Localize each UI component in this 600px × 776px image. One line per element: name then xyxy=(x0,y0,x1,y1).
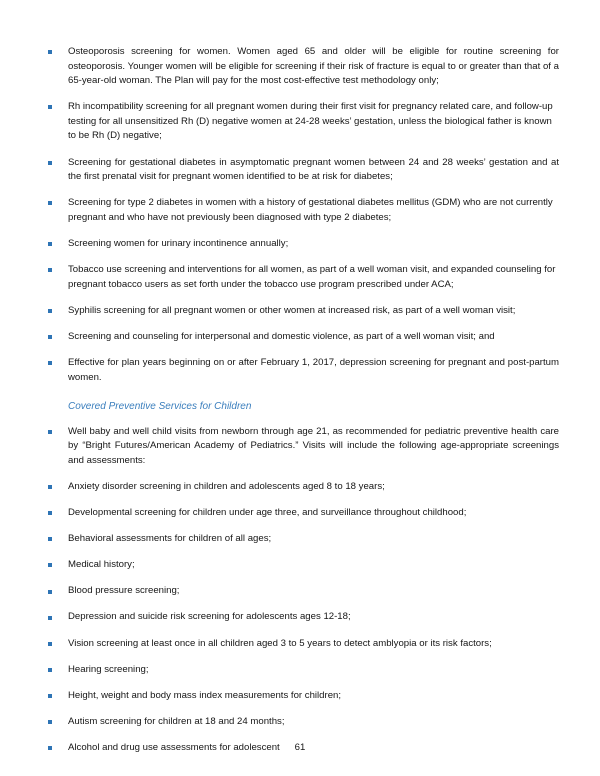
list-item xyxy=(41,304,559,319)
list-item-text: Hearing screening; xyxy=(68,663,149,675)
bullet-square-icon xyxy=(48,430,52,434)
list-item xyxy=(41,425,559,469)
bullet-square-icon xyxy=(48,616,52,620)
list-item-text: Syphilis screening for all pregnant women or other women at increased risk, as part of a well woman visit; xyxy=(68,304,516,316)
list-item-text: Screening for type 2 diabetes in women with a history of gestational diabetes mellitus (GDM) who are not currently pregnant and who have not previously been diagnosed with type 2 diabetes; xyxy=(68,197,553,223)
list-item-text: Alcohol and drug use assessments for adolescent xyxy=(68,741,280,753)
list-item xyxy=(41,689,559,704)
list-item xyxy=(41,100,559,144)
list-item xyxy=(41,663,559,678)
list-item xyxy=(41,506,559,521)
bullet-square-icon xyxy=(48,668,52,672)
list-item xyxy=(41,715,559,730)
section-heading-children: Covered Preventive Services for Children xyxy=(68,401,252,413)
page-content xyxy=(41,45,559,756)
bullet-square-icon xyxy=(48,335,52,339)
bullet-square-icon xyxy=(48,268,52,272)
list-item xyxy=(41,558,559,573)
bullet-square-icon xyxy=(48,485,52,489)
list-item-text: Screening and counseling for interpersonal and domestic violence, as part of a well woman visit; and xyxy=(68,330,495,342)
bullet-square-icon xyxy=(48,590,52,594)
list-item-text: Well baby and well child visits from newborn through age 21, as recommended for pediatric preventive health care by “Bright Futures/American Academy of Pediatrics.” Visits will include the following age-appropriate screenings and assessments: xyxy=(68,425,559,466)
list-item xyxy=(41,610,559,625)
page-number: 61 xyxy=(294,742,306,753)
list-item-text: Anxiety disorder screening in children and adolescents aged 8 to 18 years; xyxy=(68,480,385,492)
list-item-text: Screening for gestational diabetes in asymptomatic pregnant women between 24 and 28 weeks’ gestation and at the first prenatal visit for pregnant women identified to be at risk for diabetes; xyxy=(68,156,559,183)
list-item-text: Osteoporosis screening for women. Women aged 65 and older will be eligible for routine screening for osteoporosis. Younger women will be eligible for screening if their risk of fracture is equal to or greater than that of a 65-year-old woman. The Plan will pay for the most cost-effective test methodology only; xyxy=(68,46,559,87)
list-item xyxy=(41,330,559,345)
list-item xyxy=(41,45,559,89)
list-item xyxy=(41,263,559,292)
list-item xyxy=(41,237,559,252)
bullet-square-icon xyxy=(48,563,52,567)
list-item-text: Screening women for urinary incontinence annually; xyxy=(68,237,289,249)
bullet-square-icon xyxy=(48,50,52,54)
bullet-square-icon xyxy=(48,242,52,246)
list-item-text: Behavioral assessments for children of all ages; xyxy=(68,533,272,545)
list-item xyxy=(41,637,559,652)
bullet-square-icon xyxy=(48,537,52,541)
list-item-text: Blood pressure screening; xyxy=(68,585,180,597)
bullet-square-icon xyxy=(48,642,52,646)
bullet-square-icon xyxy=(48,309,52,313)
list-item-text: Vision screening at least once in all children aged 3 to 5 years to detect amblyopia or its risk factors; xyxy=(68,637,492,649)
bullet-square-icon xyxy=(48,201,52,205)
list-item-text: Effective for plan years beginning on or after February 1, 2017, depression screening for pregnant and post-partum women. xyxy=(68,356,559,383)
list-item-text: Height, weight and body mass index measurements for children; xyxy=(68,689,342,701)
bullet-square-icon xyxy=(48,361,52,365)
list-item xyxy=(41,532,559,547)
list-item-text: Rh incompatibility screening for all pregnant women during their first visit for pregnancy related care, and follow-up testing for all unsensitized Rh (D) negative women at 24-28 weeks’ gestation, unless the biological father is known to be Rh (D) negative; xyxy=(68,101,553,142)
list-item xyxy=(41,480,559,495)
list-item xyxy=(41,584,559,599)
list-item-text: Developmental screening for children under age three, and surveillance throughout childhood; xyxy=(68,507,467,519)
bullet-square-icon xyxy=(48,694,52,698)
children-section xyxy=(41,400,559,755)
list-item-text: Depression and suicide risk screening for adolescents ages 12-18; xyxy=(68,611,351,623)
bullet-square-icon xyxy=(48,161,52,165)
women-preventive-services-list xyxy=(41,45,559,385)
bullet-square-icon xyxy=(48,720,52,724)
children-preventive-services-list xyxy=(41,425,559,756)
list-item-text: Tobacco use screening and interventions for all women, as part of a well woman visit, and expanded counseling for pregnant tobacco users as set forth under the tobacco use program prescribed under ACA; xyxy=(68,264,556,290)
list-item xyxy=(41,196,559,225)
list-item xyxy=(41,356,559,385)
bullet-square-icon xyxy=(48,105,52,109)
list-item-text: Autism screening for children at 18 and 24 months; xyxy=(68,715,285,727)
list-item-text: Medical history; xyxy=(68,559,135,571)
bullet-square-icon xyxy=(48,511,52,515)
list-item xyxy=(41,156,559,185)
